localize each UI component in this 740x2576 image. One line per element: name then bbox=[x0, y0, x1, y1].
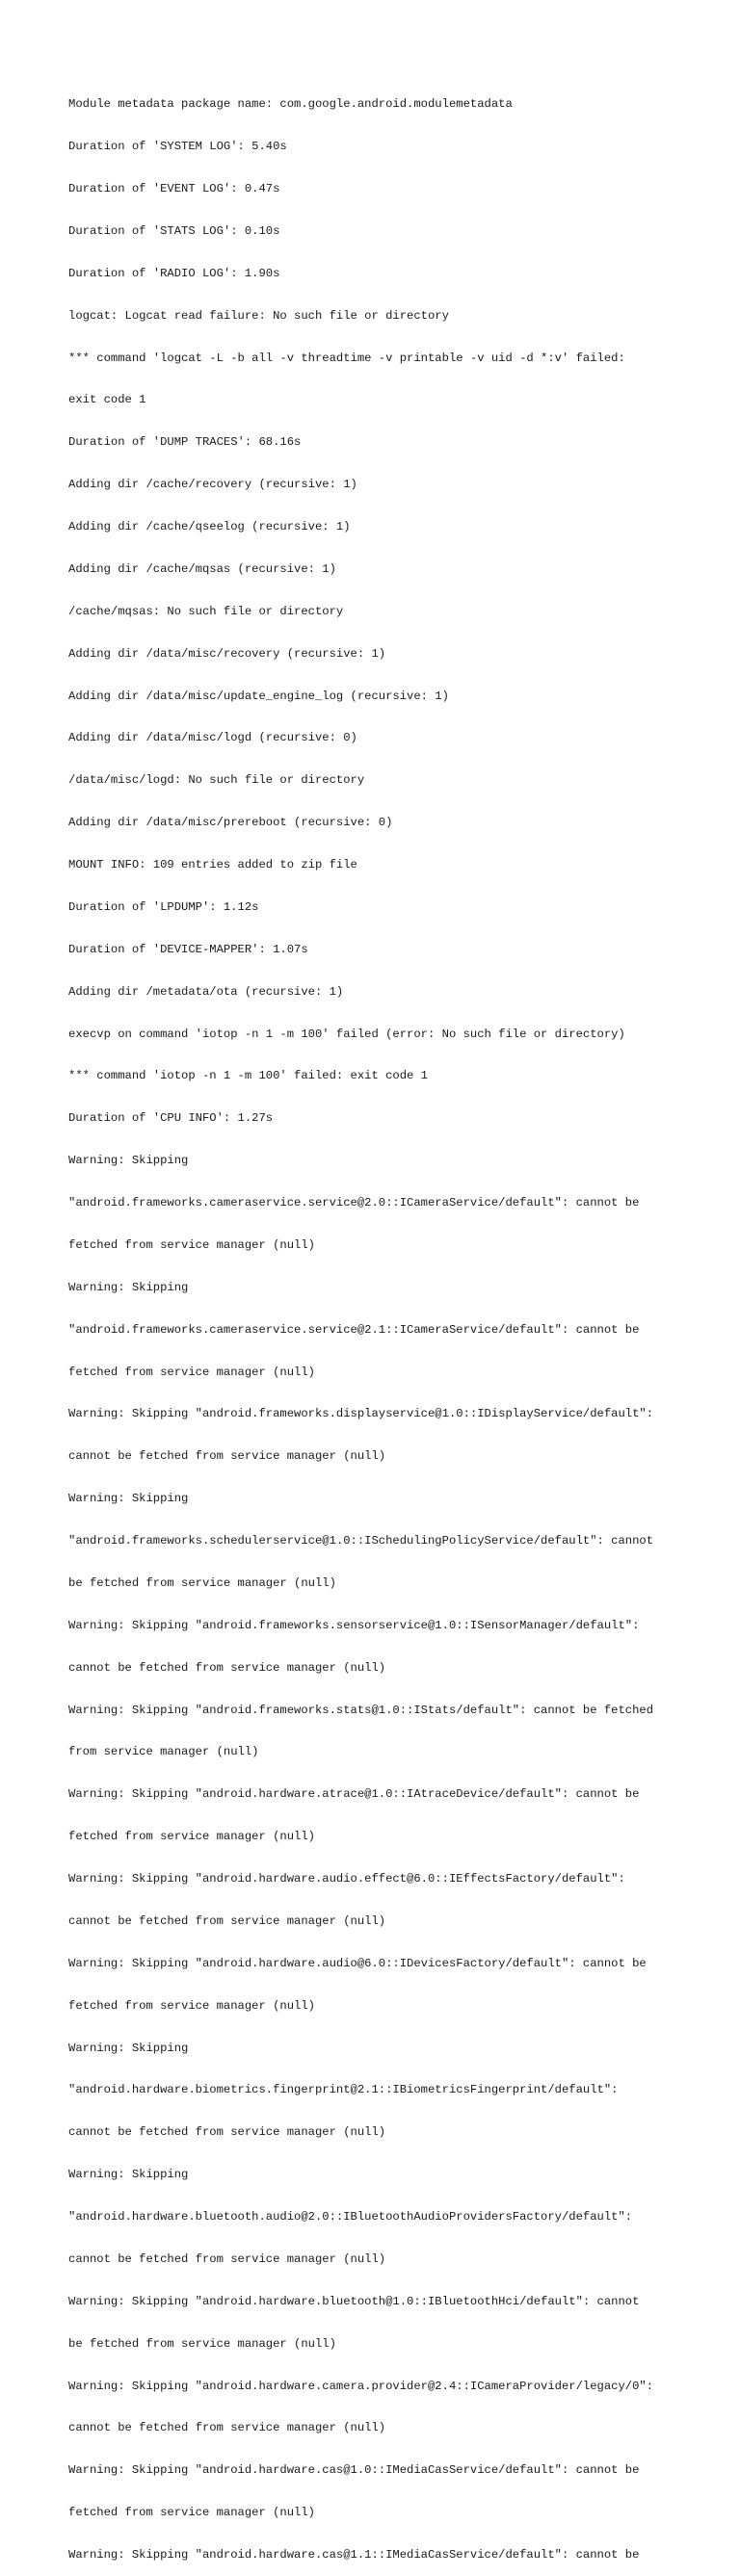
log-line: be fetched from service manager (null) bbox=[68, 1575, 336, 1590]
log-line: cannot be fetched from service manager (null) bbox=[68, 2421, 386, 2435]
log-line: Warning: Skipping "android.hardware.atrace@1.0::IAtraceDevice/default": cannot be bbox=[68, 1787, 640, 1802]
log-line: Warning: Skipping "android.hardware.bluetooth@1.0::IBluetoothHci/default": cannot bbox=[68, 2294, 640, 2308]
log-line: *** command 'logcat -L -b all -v threadtime -v printable -v uid -d *:v' failed: bbox=[68, 351, 625, 365]
log-line: exit code 1 bbox=[68, 393, 146, 407]
log-line: Warning: Skipping "android.frameworks.sensorservice@1.0::ISensorManager/default": bbox=[68, 1618, 640, 1632]
log-line: Adding dir /data/misc/update_engine_log (recursive: 1) bbox=[68, 689, 449, 703]
log-line: "android.frameworks.schedulerservice@1.0::ISchedulingPolicyService/default": cannot bbox=[68, 1534, 654, 1548]
log-line: MOUNT INFO: 109 entries added to zip file bbox=[68, 858, 357, 872]
log-line: *** command 'iotop -n 1 -m 100' failed: exit code 1 bbox=[68, 1069, 428, 1083]
log-line: Warning: Skipping "android.frameworks.stats@1.0::IStats/default": cannot be fetched bbox=[68, 1703, 654, 1717]
log-line: from service manager (null) bbox=[68, 1745, 259, 1759]
log-line: Warning: Skipping "android.hardware.cas@1.0::IMediaCasService/default": cannot be bbox=[68, 2463, 640, 2478]
log-line: cannot be fetched from service manager (null) bbox=[68, 1913, 386, 1928]
log-line: fetched from service manager (null) bbox=[68, 1237, 315, 1252]
log-line: Warning: Skipping bbox=[68, 2041, 189, 2055]
log-line: Adding dir /cache/qseelog (recursive: 1) bbox=[68, 520, 351, 533]
log-line: Adding dir /cache/mqsas (recursive: 1) bbox=[68, 561, 336, 576]
log-line: /cache/mqsas: No such file or directory bbox=[68, 604, 344, 618]
log-line: Adding dir /metadata/ota (recursive: 1) bbox=[68, 984, 344, 999]
log-line: Warning: Skipping "android.hardware.camera.provider@2.4::ICameraProvider/legacy/0": bbox=[68, 2379, 654, 2393]
log-line: cannot be fetched from service manager (null) bbox=[68, 1660, 386, 1675]
log-line: Warning: Skipping bbox=[68, 2168, 189, 2182]
log-line: Duration of 'RADIO LOG': 1.90s bbox=[68, 266, 280, 280]
log-line: Warning: Skipping "android.frameworks.displayservice@1.0::IDisplayService/default": bbox=[68, 1407, 654, 1421]
log-line: Adding dir /cache/recovery (recursive: 1) bbox=[68, 478, 357, 492]
log-line: Warning: Skipping "android.hardware.audio@6.0::IDevicesFactory/default": cannot be bbox=[68, 1956, 647, 1970]
log-line: cannot be fetched from service manager (null) bbox=[68, 2251, 386, 2266]
log-line: Warning: Skipping bbox=[68, 1492, 189, 1506]
log-line: cannot be fetched from service manager (null) bbox=[68, 1449, 386, 1464]
log-line: fetched from service manager (null) bbox=[68, 1998, 315, 2013]
log-line: Duration of 'EVENT LOG': 0.47s bbox=[68, 182, 280, 195]
log-line: cannot be fetched from service manager (null) bbox=[68, 2125, 386, 2140]
log-line: "android.frameworks.cameraservice.service@2.1::ICameraService/default": cannot be bbox=[68, 1322, 640, 1337]
log-line: "android.hardware.biometrics.fingerprint@2.1::IBiometricsFingerprint/default": bbox=[68, 2083, 619, 2097]
log-line: execvp on command 'iotop -n 1 -m 100' failed (error: No such file or directory) bbox=[68, 1027, 625, 1041]
log-line: /data/misc/logd: No such file or directory bbox=[68, 773, 365, 788]
log-line: logcat: Logcat read failure: No such file or directory bbox=[68, 308, 449, 323]
log-text bbox=[68, 69, 704, 2576]
log-line: fetched from service manager (null) bbox=[68, 2506, 315, 2520]
log-line: "android.frameworks.cameraservice.service@2.0::ICameraService/default": cannot be bbox=[68, 1196, 640, 1210]
log-line: Duration of 'CPU INFO': 1.27s bbox=[68, 1111, 274, 1126]
log-line: Warning: Skipping bbox=[68, 1154, 189, 1168]
log-line: Module metadata package name: com.google.android.modulemetadata bbox=[68, 97, 513, 112]
log-line: Warning: Skipping bbox=[68, 1280, 189, 1294]
log-line: Adding dir /data/misc/recovery (recursive: 1) bbox=[68, 646, 386, 661]
log-line: Warning: Skipping "android.hardware.cas@1.1::IMediaCasService/default": cannot be bbox=[68, 2548, 640, 2562]
log-line: fetched from service manager (null) bbox=[68, 1830, 315, 1844]
log-line: fetched from service manager (null) bbox=[68, 1365, 315, 1379]
log-line: Warning: Skipping "android.hardware.audio.effect@6.0::IEffectsFactory/default": bbox=[68, 1872, 625, 1886]
log-line: "android.hardware.bluetooth.audio@2.0::IBluetoothAudioProvidersFactory/default": bbox=[68, 2210, 633, 2224]
log-line: Duration of 'SYSTEM LOG': 5.40s bbox=[68, 140, 287, 154]
log-line: Duration of 'DEVICE-MAPPER': 1.07s bbox=[68, 942, 308, 956]
log-line: Duration of 'STATS LOG': 0.10s bbox=[68, 223, 280, 238]
log-line: Duration of 'LPDUMP': 1.12s bbox=[68, 899, 259, 914]
log-line: Adding dir /data/misc/logd (recursive: 0) bbox=[68, 731, 357, 745]
log-line: Adding dir /data/misc/prereboot (recursive: 0) bbox=[68, 816, 393, 830]
log-line: Duration of 'DUMP TRACES': 68.16s bbox=[68, 435, 302, 450]
log-line: be fetched from service manager (null) bbox=[68, 2336, 336, 2351]
